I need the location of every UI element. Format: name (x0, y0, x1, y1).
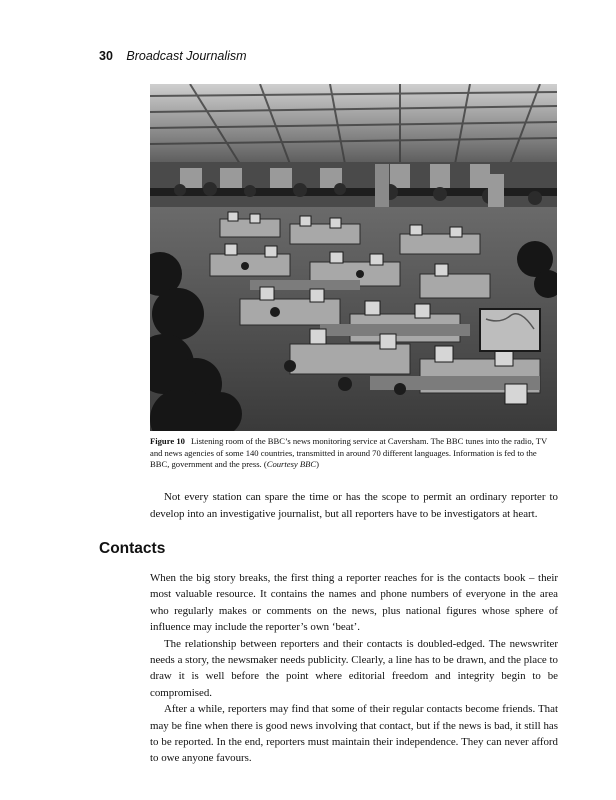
caption-text: Listening room of the BBC’s news monitoring service at Caversham. The BBC tunes into the radio, TV and news agencies of some 140 countries, transmitted in around 70 different languages. Information is fed to the BBC, government and the press. ( (150, 436, 548, 470)
body-paragraph: When the big story breaks, the first thing a reporter reaches for is the contacts book – their most valuable resource. It contains the names and phone numbers of everyone in the area who regularly makes or comments on the news, plus national figures whose sphere of influence may include the reporter’s own ‘beat’. (150, 572, 558, 634)
body-paragraph: After a while, reporters may find that some of their regular contacts become friends. That may be fine when there is good news involving that contact, but if the news is bad, it still has to be reported. In the end, reporters must maintain their independence. They can never afford to owe anyone favours. (150, 703, 558, 765)
body-paragraph: The relationship between reporters and their contacts is doubled-edged. The newswriter needs a story, the newsmaker needs publicity. Clearly, a line has to be drawn, and the place to draw it is well before the point where editorial freedom and integrity begin to be compromised. (150, 637, 558, 699)
running-head (99, 49, 247, 63)
section-body (150, 570, 558, 767)
newsroom-photo (150, 84, 557, 431)
caption-end: ) (316, 459, 320, 470)
caption-credit: Courtesy BBC (266, 459, 317, 470)
section-heading: Contacts (99, 540, 166, 557)
running-title: Broadcast Journalism (126, 49, 247, 63)
figure-caption (150, 436, 558, 471)
intro-paragraph: Not every station can spare the time or has the scope to permit an ordinary reporter to develop into an investigative journalist, but all reporters have to be investigators at heart. (150, 491, 558, 520)
figure-label: Figure 10 (150, 436, 185, 446)
page-number: 30 (99, 49, 113, 63)
